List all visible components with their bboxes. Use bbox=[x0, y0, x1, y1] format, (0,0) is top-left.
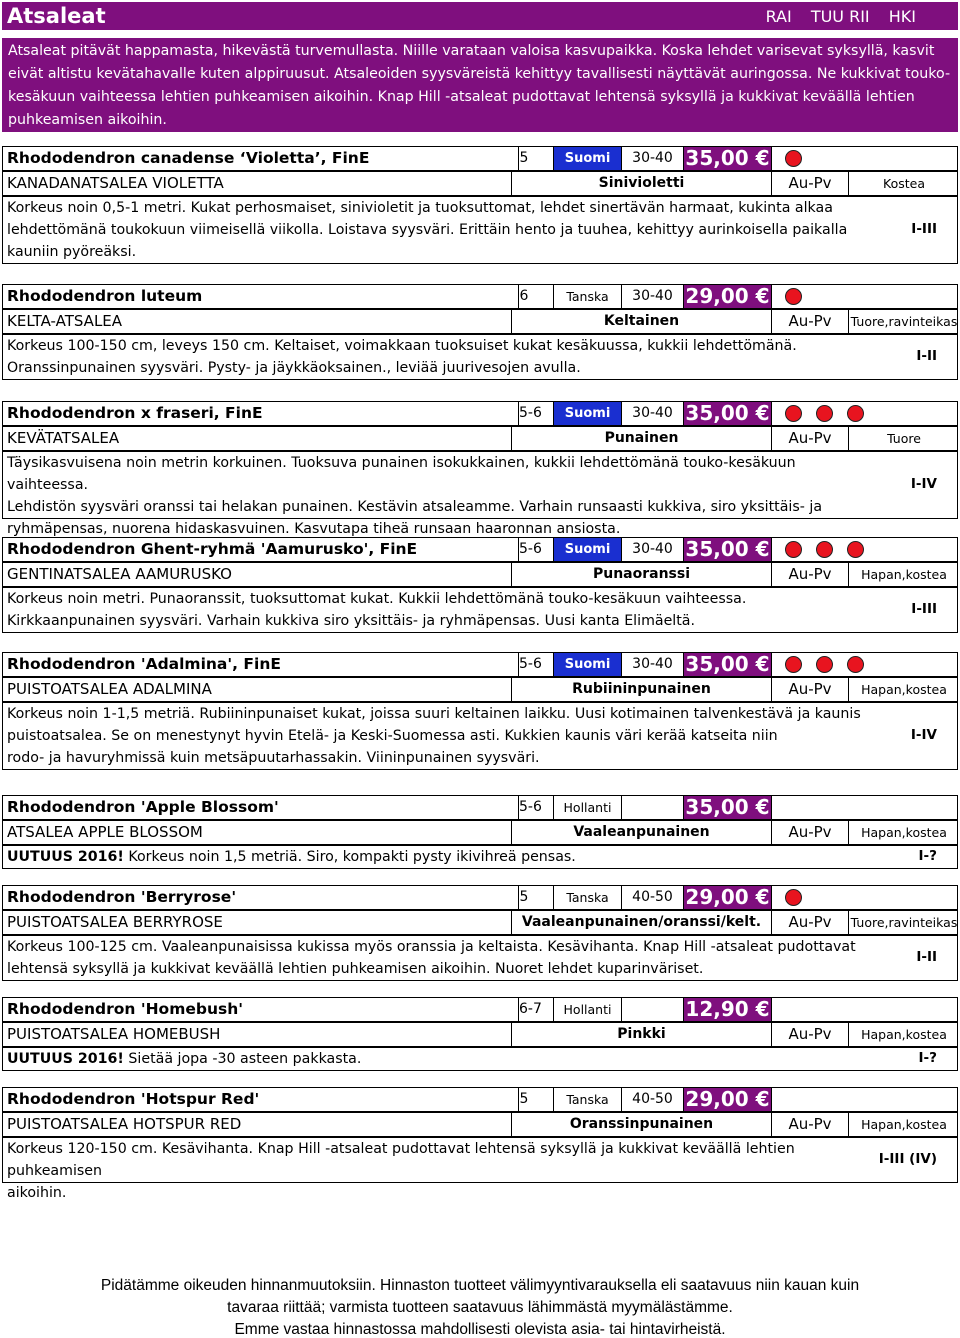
red-dot-icon bbox=[785, 656, 802, 673]
soil-type: Tuore,ravinteikas bbox=[850, 314, 958, 329]
red-dot-icon bbox=[847, 541, 864, 558]
flower-color: Pinkki bbox=[512, 1023, 772, 1046]
red-dot-icon bbox=[785, 541, 802, 558]
pot-height: 30-40 bbox=[622, 538, 684, 561]
product-header-row bbox=[2, 795, 958, 820]
header-bar bbox=[2, 2, 958, 30]
product-info-row bbox=[2, 171, 958, 196]
flower-color: Keltainen bbox=[512, 310, 772, 333]
price-tag: 35,00 € bbox=[684, 402, 772, 425]
description-line: aikoihin. bbox=[7, 1185, 67, 1201]
product-name: Rhododendron x fraseri, FinE bbox=[3, 402, 519, 425]
finnish-name: PUISTOATSALEA ADALMINA bbox=[3, 678, 512, 701]
red-dot-icon bbox=[847, 656, 864, 673]
rating-dots bbox=[772, 1088, 959, 1111]
product-description bbox=[2, 1047, 958, 1071]
description-line: Oranssinpunainen syysväri. Pysty- ja jäykkäoksainen., leviää juurivesojen avulla. bbox=[7, 360, 581, 376]
product-header-row bbox=[2, 401, 958, 426]
rating-dots bbox=[772, 402, 959, 425]
product-description bbox=[2, 587, 958, 633]
finnish-name: GENTINATSALEA AAMURUSKO bbox=[3, 563, 512, 586]
description-line: Korkeus noin 1-1,5 metriä. Rubiininpunaiset kukat, joissa suuri keltainen laikku. Uusi kotimainen talvenkestävä ja kaunis bbox=[7, 706, 861, 722]
price-tag: 29,00 € bbox=[684, 886, 772, 909]
product-header-row bbox=[2, 885, 958, 910]
origin-country: Hollanti bbox=[554, 998, 622, 1021]
zone-range: I-? bbox=[918, 1050, 937, 1066]
footer-note bbox=[0, 1275, 960, 1338]
pot-height bbox=[622, 796, 684, 819]
price-tag: 35,00 € bbox=[684, 796, 772, 819]
finnish-name: ATSALEA APPLE BLOSSOM bbox=[3, 821, 512, 844]
description-line: Korkeus 120-150 cm. Kesävihanta. Knap Hill -atsaleat pudottavat lehtensä syksyllä ja kukkivat keväällä lehtien puhkeamisen bbox=[7, 1141, 795, 1179]
red-dot-icon bbox=[816, 405, 833, 422]
product-header-row bbox=[2, 146, 958, 171]
hardiness-zone: 6 bbox=[519, 285, 554, 308]
red-dot-icon bbox=[785, 150, 802, 167]
description-line: ryhmäpensas, nuorena hidaskasvuinen. Kasvutapa tiheä runsaan haaronnan ansiosta. bbox=[7, 521, 621, 537]
product-description bbox=[2, 196, 958, 264]
price-tag: 12,90 € bbox=[684, 998, 772, 1021]
flower-color: Sinivioletti bbox=[512, 172, 772, 195]
red-dot-icon bbox=[785, 889, 802, 906]
product-name: Rhododendron 'Berryrose' bbox=[3, 886, 519, 909]
rating-dots bbox=[772, 285, 959, 308]
red-dot-icon bbox=[816, 541, 833, 558]
description-line: Korkeus noin metri. Punaoranssit, tuoksuttomat kukat. Kukkii lehdettömänä touko-kesäkuun vaihteessa. bbox=[7, 591, 747, 607]
intro-text: Atsaleat pitävät happamasta, hikevästä turvemullasta. Niille varataan valoisa kasvupaikka. Koska lehdet varisevat syksyllä, kasvit eivät altistu kevätahavalle kuten alppiruusut. Atsaleoiden syysväreistä kehittyy tavallisesti näyttävät auringossa. Ne kukkivat touko-kesäkuun vaihteessa lehtien puhkeamisen aikoihin. Knap Hill -atsaleat pudottavat lehtensä syksyllä ja kukkivat keväällä lehtien puhkeamisen aikoihin. bbox=[2, 38, 958, 132]
description-line bbox=[7, 1048, 867, 1070]
pot-height: 30-40 bbox=[622, 653, 684, 676]
hardiness-zone: 5 bbox=[519, 886, 554, 909]
product-description bbox=[2, 845, 958, 869]
hardiness-zone: 5-6 bbox=[519, 653, 554, 676]
product-name: Rhododendron canadense ‘Violetta’, FinE bbox=[3, 147, 519, 170]
light-requirement: Au-Pv bbox=[772, 427, 849, 450]
pot-height: 40-50 bbox=[622, 886, 684, 909]
product-info-row bbox=[2, 910, 958, 935]
price-tag: 35,00 € bbox=[684, 653, 772, 676]
description-text bbox=[7, 588, 867, 632]
description-text bbox=[7, 846, 867, 868]
soil-type: Hapan,kostea bbox=[861, 1117, 947, 1132]
description-line: Lehdistön syysväri oranssi tai helakan punainen. Kestävin atsaleamme. Varhain runsaasti kukkiva, siro yksittäis- ja bbox=[7, 499, 823, 515]
new-label: UUTUUS 2016! bbox=[7, 849, 124, 865]
product-info-row bbox=[2, 677, 958, 702]
zone-range: I-III (IV) bbox=[878, 1151, 937, 1167]
description-line: Korkeus 100-125 cm. Vaaleanpunaisissa kukissa myös oranssia ja keltaista. Kesävihanta. Knap Hill -atsaleat pudottavat bbox=[7, 939, 856, 955]
soil-type: Hapan,kostea bbox=[861, 682, 947, 697]
origin-country: Tanska bbox=[554, 886, 622, 909]
product-header-row bbox=[2, 537, 958, 562]
finnish-name: PUISTOATSALEA HOMEBUSH bbox=[3, 1023, 512, 1046]
rating-dots bbox=[772, 653, 959, 676]
region-codes bbox=[752, 7, 916, 26]
light-requirement: Au-Pv bbox=[772, 1023, 849, 1046]
description-line: lehdettömänä toukokuun viimeisellä viikolla. Loistava syysväri. Erittäin hento ja tuuhea, kehittyy aurinkoisella paikalla bbox=[7, 222, 848, 238]
zone-range: I-II bbox=[916, 949, 937, 965]
page-title: Atsaleat bbox=[7, 4, 106, 28]
flower-color: Punaoranssi bbox=[512, 563, 772, 586]
rating-dots bbox=[772, 538, 959, 561]
product-name: Rhododendron 'Apple Blossom' bbox=[3, 796, 519, 819]
origin-country: Suomi bbox=[554, 402, 622, 425]
product-info-row bbox=[2, 820, 958, 845]
flower-color: Vaaleanpunainen/oranssi/kelt. bbox=[512, 911, 772, 934]
hardiness-zone: 5-6 bbox=[519, 402, 554, 425]
description-line: Korkeus noin 0,5-1 metri. Kukat perhosmaiset, sinivioletit ja tuoksuttomat, lehdet sinertävän harmaat, kukinta alkaa bbox=[7, 200, 833, 216]
finnish-name: KELTA-ATSALEA bbox=[3, 310, 512, 333]
region-code: TUU RII bbox=[810, 7, 870, 26]
zone-range: I-III bbox=[911, 601, 937, 617]
red-dot-icon bbox=[785, 405, 802, 422]
finnish-name: PUISTOATSALEA BERRYROSE bbox=[3, 911, 512, 934]
description-line: Korkeus 100-150 cm, leveys 150 cm. Keltaiset, voimakkaan tuoksuiset kukat kesäkuussa, kukkii lehdettömänä. bbox=[7, 338, 797, 354]
rating-dots bbox=[772, 796, 959, 819]
description-text bbox=[7, 1048, 867, 1070]
product-info-row bbox=[2, 426, 958, 451]
soil-type: Tuore bbox=[887, 431, 921, 446]
description-line: puistoatsalea. Se on menestynyt hyvin Etelä- ja Keski-Suomessa asti. Kukkien kaunis väri kerää katseita niin bbox=[7, 728, 778, 744]
flower-color: Vaaleanpunainen bbox=[512, 821, 772, 844]
origin-country: Suomi bbox=[554, 147, 622, 170]
description-text bbox=[7, 452, 867, 540]
red-dot-icon bbox=[785, 288, 802, 305]
light-requirement: Au-Pv bbox=[772, 678, 849, 701]
description-text bbox=[7, 197, 867, 263]
new-label: UUTUUS 2016! bbox=[7, 1051, 124, 1067]
rating-dots bbox=[772, 147, 959, 170]
flower-color: Punainen bbox=[512, 427, 772, 450]
price-tag: 35,00 € bbox=[684, 538, 772, 561]
product-name: Rhododendron 'Hotspur Red' bbox=[3, 1088, 519, 1111]
origin-country: Hollanti bbox=[554, 796, 622, 819]
light-requirement: Au-Pv bbox=[772, 821, 849, 844]
light-requirement: Au-Pv bbox=[772, 310, 849, 333]
description-line: Täysikasvuisena noin metrin korkuinen. Tuoksuva punainen isokukkainen, kukkii lehdettömänä touko-kesäkuun vaihteessa. bbox=[7, 455, 796, 493]
description-line: kauniin pyöreäksi. bbox=[7, 244, 137, 260]
hardiness-zone: 5-6 bbox=[519, 796, 554, 819]
hardiness-zone: 5-6 bbox=[519, 538, 554, 561]
description-text bbox=[7, 335, 867, 379]
footer-line: Pidätämme oikeuden hinnanmuutoksiin. Hinnaston tuotteet välimyyntivarauksella eli saatavuus niin kauan kuin bbox=[100, 1277, 860, 1294]
pot-height: 40-50 bbox=[622, 1088, 684, 1111]
product-description bbox=[2, 334, 958, 380]
light-requirement: Au-Pv bbox=[772, 911, 849, 934]
region-code: RAI bbox=[765, 7, 792, 26]
rating-dots bbox=[772, 886, 959, 909]
region-code: HKI bbox=[888, 7, 916, 26]
finnish-name: KANADANATSALEA VIOLETTA bbox=[3, 172, 512, 195]
product-info-row bbox=[2, 1022, 958, 1047]
red-dot-icon bbox=[847, 405, 864, 422]
zone-range: I-IV bbox=[910, 727, 937, 743]
light-requirement: Au-Pv bbox=[772, 172, 849, 195]
origin-country: Tanska bbox=[554, 285, 622, 308]
product-header-row bbox=[2, 997, 958, 1022]
origin-country: Tanska bbox=[554, 1088, 622, 1111]
footer-line: Emme vastaa hinnastossa mahdollisesti olevista asia- tai hintavirheistä. bbox=[234, 1321, 726, 1338]
soil-type: Hapan,kostea bbox=[861, 567, 947, 582]
finnish-name: KEVÄTATSALEA bbox=[3, 427, 512, 450]
zone-range: I-II bbox=[916, 348, 937, 364]
hardiness-zone: 6-7 bbox=[519, 998, 554, 1021]
footer-line: tavaraa riittää; varmista tuotteen saatavuus lähimmästä myymälästämme. bbox=[227, 1299, 733, 1316]
product-name: Rhododendron 'Homebush' bbox=[3, 998, 519, 1021]
hardiness-zone: 5 bbox=[519, 147, 554, 170]
price-tag: 35,00 € bbox=[684, 147, 772, 170]
description-text bbox=[7, 936, 867, 980]
description-line: rodo- ja havuryhmissä kuin metsäpuutarhassakin. Viininpunainen syysväri. bbox=[7, 750, 540, 766]
zone-range: I-III bbox=[911, 221, 937, 237]
product-info-row bbox=[2, 309, 958, 334]
pot-height bbox=[622, 998, 684, 1021]
product-description bbox=[2, 451, 958, 537]
soil-type: Hapan,kostea bbox=[861, 825, 947, 840]
soil-type: Tuore,ravinteikas bbox=[850, 915, 958, 930]
price-tag: 29,00 € bbox=[684, 285, 772, 308]
product-name: Rhododendron luteum bbox=[3, 285, 519, 308]
description-line: lehtensä syksyllä ja kukkivat keväällä lehtien puhkeamisen aikoihin. Nuoret lehdet kuparinväriset. bbox=[7, 961, 704, 977]
product-description bbox=[2, 935, 958, 981]
soil-type: Kostea bbox=[883, 176, 925, 191]
product-info-row bbox=[2, 1112, 958, 1137]
description-line-text: Sietää jopa -30 asteen pakkasta. bbox=[128, 1051, 362, 1067]
pot-height: 30-40 bbox=[622, 285, 684, 308]
product-header-row bbox=[2, 1087, 958, 1112]
zone-range: I-? bbox=[918, 848, 937, 864]
product-header-row bbox=[2, 284, 958, 309]
zone-range: I-IV bbox=[910, 476, 937, 492]
product-description bbox=[2, 702, 958, 770]
description-line bbox=[7, 846, 867, 868]
description-text bbox=[7, 703, 867, 769]
light-requirement: Au-Pv bbox=[772, 1113, 849, 1136]
origin-country: Suomi bbox=[554, 538, 622, 561]
finnish-name: PUISTOATSALEA HOTSPUR RED bbox=[3, 1113, 512, 1136]
description-text bbox=[7, 1138, 867, 1204]
product-header-row bbox=[2, 652, 958, 677]
light-requirement: Au-Pv bbox=[772, 563, 849, 586]
description-line-text: Korkeus noin 1,5 metriä. Siro, kompakti pysty ikivihreä pensas. bbox=[128, 849, 576, 865]
red-dot-icon bbox=[816, 656, 833, 673]
origin-country: Suomi bbox=[554, 653, 622, 676]
pot-height: 30-40 bbox=[622, 402, 684, 425]
product-name: Rhododendron Ghent-ryhmä 'Aamurusko', FinE bbox=[3, 538, 519, 561]
flower-color: Oranssinpunainen bbox=[512, 1113, 772, 1136]
pot-height: 30-40 bbox=[622, 147, 684, 170]
flower-color: Rubiininpunainen bbox=[512, 678, 772, 701]
product-name: Rhododendron 'Adalmina', FinE bbox=[3, 653, 519, 676]
price-tag: 29,00 € bbox=[684, 1088, 772, 1111]
hardiness-zone: 5 bbox=[519, 1088, 554, 1111]
product-info-row bbox=[2, 562, 958, 587]
soil-type: Hapan,kostea bbox=[861, 1027, 947, 1042]
description-line: Kirkkaanpunainen syysväri. Varhain kukkiva siro yksittäis- ja ryhmäpensas. Uusi kanta Elimäeltä. bbox=[7, 613, 696, 629]
product-description bbox=[2, 1137, 958, 1201]
rating-dots bbox=[772, 998, 959, 1021]
